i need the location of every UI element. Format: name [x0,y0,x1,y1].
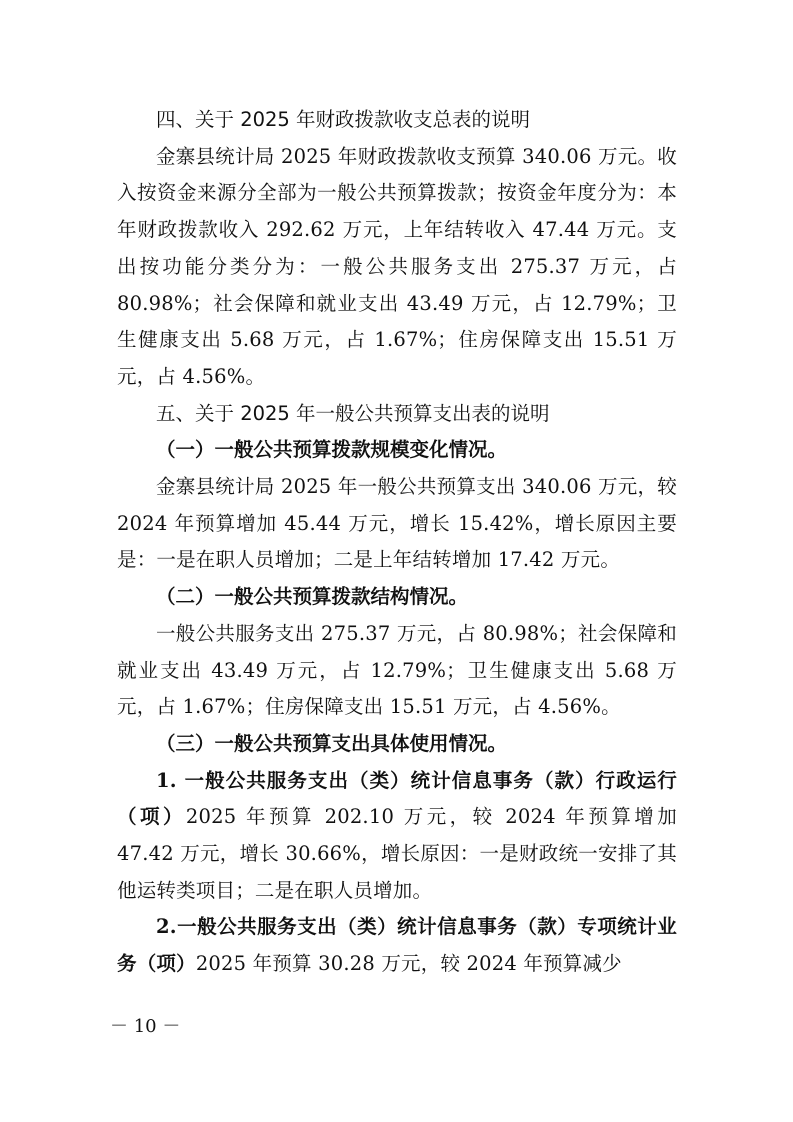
section-4-heading: 四、关于 2025 年财政拨款收支总表的说明 [156,108,531,131]
page-number: － 10 － [110,1016,181,1037]
item-1-lead: 1. 一般公共服务支出（类）统计信息事务（款）行政运行（项） [117,768,677,829]
subsection-1-paragraph: 金寨县统计局 2025 年一般公共预算支出 340.06 万元，较 2024 年预算增加 45.44 万元，增长 15.42%，增长原因主要是：一是在职人员增加；二是上年结转增加 17.42 万元。 [117,475,677,572]
subsection-1-heading: （一）一般公共预算拨款规模变化情况。 [156,438,508,462]
document-body [117,102,677,983]
item-2-paragraph [117,909,677,982]
item-2-text: 2025 年预算 30.28 万元，较 2024 年预算减少 [195,952,622,976]
item-1-paragraph [117,763,677,910]
subsection-2-heading: （二）一般公共预算拨款结构情况。 [156,585,469,609]
item-1-text: 2025 年预算 202.10 万元，较 2024 年预算增加 47.42 万元，增长 30.66%，增长原因：一是财政统一安排了其他运转类项目；二是在职人员增加。 [117,805,677,902]
section-5-heading: 五、关于 2025 年一般公共预算支出表的说明 [156,401,550,425]
subsection-3-heading: （三）一般公共预算支出具体使用情况。 [156,731,508,755]
item-2-lead: 2.一般公共服务支出（类）统计信息事务（款）专项统计业务（项） [117,915,677,976]
subsection-2-paragraph: 一般公共服务支出 275.37 万元，占 80.98%；社会保障和就业支出 43.49 万元，占 12.79%；卫生健康支出 5.68 万元，占 1.67%；住房保障支出 15.51 万元，占 4.56%。 [117,621,677,719]
section-4-paragraph: 金寨县统计局 2025 年财政拨款收支预算 340.06 万元。收入按资金来源分全部为一般公共预算拨款；按资金年度分为：本年财政拨款收入 292.62 万元，上年结转收入 47.44 万元。支出按功能分类分为：一般公共服务支出 275.37 万元，占 80.98%；社会保障和就业支出 43.49 万元，占 12.79%；卫生健康支出 5.68 万元，占 1.67%；住房保障支出 15.51 万元，占 4.56%。 [117,144,677,388]
